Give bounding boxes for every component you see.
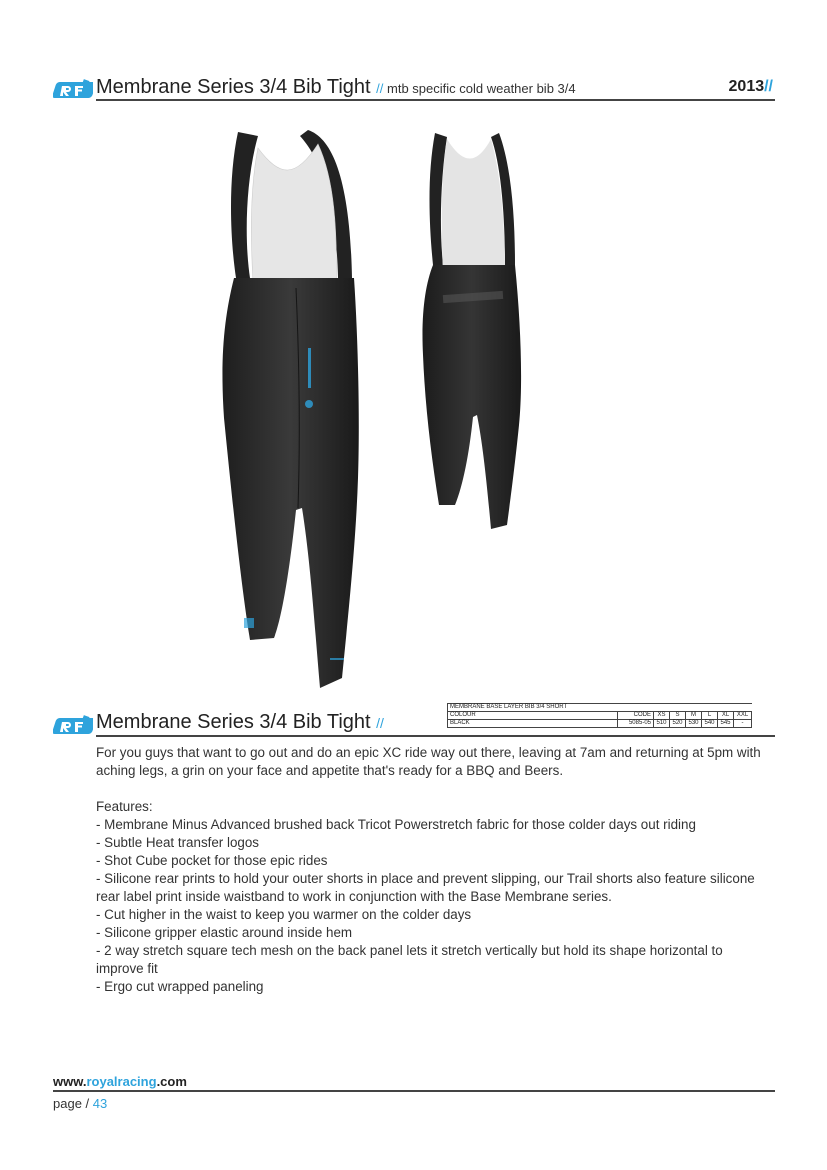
table-header-cell: XL: [718, 712, 734, 720]
table-cell: 510: [654, 720, 670, 728]
header-divider: [96, 99, 775, 101]
list-item: - Silicone rear prints to hold your outer shorts in place and prevent slipping, our Trail shorts also feature silicone rear label print inside waistband to work in conjunction with the Base Membrane series.: [96, 871, 755, 904]
year-text: 2013: [728, 78, 765, 95]
page-subtitle-text: mtb specific cold weather bib 3/4: [387, 81, 576, 96]
list-item: - Shot Cube pocket for those epic rides: [96, 853, 328, 868]
table-header-cell: XXL: [734, 712, 752, 720]
features-list: [96, 816, 768, 996]
table-cell: 540: [702, 720, 718, 728]
page-number-value: 43: [92, 1096, 108, 1111]
url-brand: royalracing: [86, 1074, 157, 1089]
table-header-cell: M: [686, 712, 702, 720]
page-title: [96, 76, 576, 99]
url-prefix: www.: [53, 1074, 87, 1089]
list-item: - 2 way stretch square tech mesh on the back panel lets it stretch vertically but hold its shape horizontal to improve fit: [96, 943, 723, 976]
page-title-text: Membrane Series 3/4 Bib Tight: [96, 76, 371, 98]
royal-racing-logo-icon: [53, 78, 93, 100]
table-header-cell: CODE: [618, 712, 654, 720]
page-subtitle: [376, 81, 575, 96]
table-header-cell: L: [702, 712, 718, 720]
bib-tight-back-image: [415, 125, 535, 545]
website-link[interactable]: [53, 1074, 187, 1089]
table-header-cell: COLOUR: [448, 712, 618, 720]
table-cell: 5085-05: [618, 720, 654, 728]
table-cell: 530: [686, 720, 702, 728]
list-item: - Subtle Heat transfer logos: [96, 835, 260, 850]
table-header-cell: S: [670, 712, 686, 720]
list-item: - Cut higher in the waist to keep you warmer on the colder days: [96, 907, 472, 922]
catalog-year: [729, 78, 773, 96]
list-item: - Membrane Minus Advanced brushed back Tricot Powerstretch fabric for those colder days out riding: [96, 817, 696, 832]
table-cell: 520: [670, 720, 686, 728]
page-label: page /: [53, 1096, 90, 1111]
table-cell: 545: [718, 720, 734, 728]
table-cell: BLACK: [448, 720, 618, 728]
footer-divider: [53, 1090, 775, 1092]
table-caption: MEMBRANE BASE LAYER BIB 3/4 SHORT: [448, 704, 752, 712]
page-header: [53, 74, 775, 100]
product-description: [96, 744, 768, 996]
title-slashes: //: [376, 81, 384, 96]
table-cell: -: [734, 720, 752, 728]
product-title: [96, 711, 384, 734]
product-title-text: Membrane Series 3/4 Bib Tight: [96, 711, 371, 733]
bib-tight-front-image: [210, 118, 385, 698]
product-title-slashes: //: [376, 715, 384, 731]
product-section-header: [53, 710, 775, 736]
royal-racing-logo-icon: [53, 714, 93, 736]
year-slashes: //: [764, 78, 773, 95]
table-header-cell: XS: [654, 712, 670, 720]
list-item: - Silicone gripper elastic around inside hem: [96, 925, 353, 940]
url-suffix: .com: [156, 1074, 187, 1089]
page-number: [53, 1096, 107, 1111]
intro-paragraph: For you guys that want to go out and do an epic XC ride way out there, leaving at 7am and returning at 5pm with aching legs, a grin on your face and appetite that's ready for a BBQ and Beers.: [96, 745, 761, 778]
features-heading: Features:: [96, 799, 153, 814]
section-divider: [96, 735, 775, 737]
list-item: - Ergo cut wrapped paneling: [96, 979, 264, 994]
